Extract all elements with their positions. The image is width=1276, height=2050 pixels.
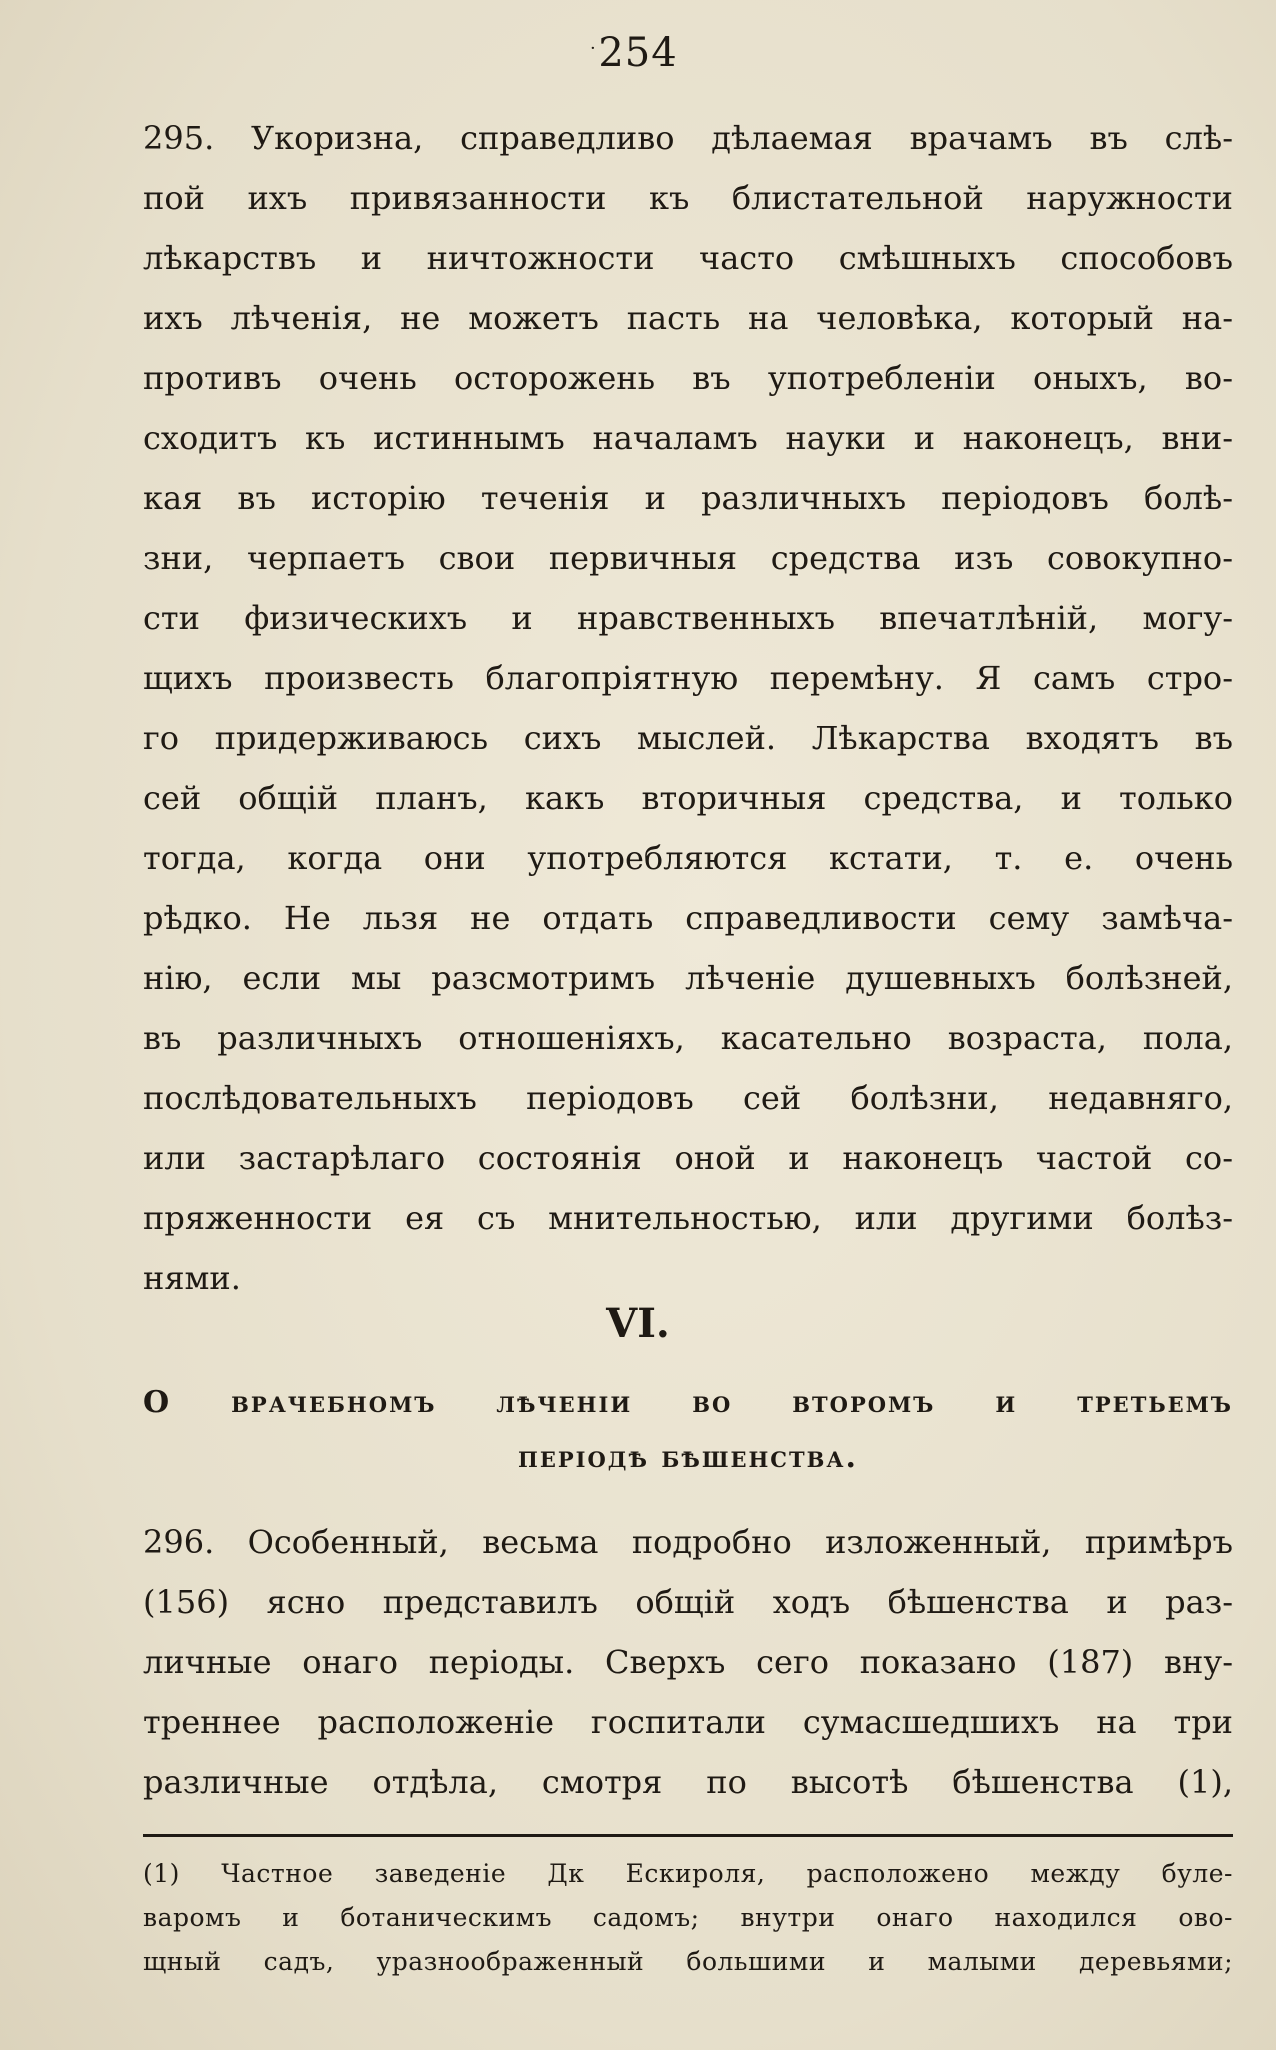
- footnote-line: варомъ и ботаническимъ садомъ; внутри онаго находился ово-: [143, 1903, 1233, 1932]
- text-line: сти физическихъ и нравственныхъ впечатлѣній, могу-: [143, 599, 1233, 637]
- printer-dot: ·: [590, 38, 596, 59]
- footnote-line: (1) Частное заведеніе Дк Ескироля, расположено между буле-: [143, 1859, 1233, 1888]
- text-line: 296. Особенный, весьма подробно изложенный, примѣръ: [143, 1523, 1233, 1561]
- text-line: тогда, когда они употребляются кстати, т. е. очень: [143, 839, 1233, 877]
- section-heading-line-1: О врачебномъ лѣченіи во второмъ и третьемъ: [143, 1385, 1233, 1420]
- section-number: VI.: [606, 1300, 670, 1347]
- text-line: личные онаго періоды. Сверхъ сего показано (187) вну-: [143, 1643, 1233, 1681]
- footnote: [143, 1852, 1233, 1984]
- text-line: противъ очень осторожень въ употребленіи оныхъ, во-: [143, 359, 1233, 397]
- text-line: сей общій планъ, какъ вторичныя средства, и только: [143, 779, 1233, 817]
- text-line: лѣкарствъ и ничтожности часто смѣшныхъ способовъ: [143, 239, 1233, 277]
- footnote-line: щный садъ, уразноображенный большими и малыми деревьями;: [143, 1947, 1233, 1976]
- text-line: нями.: [143, 1259, 241, 1297]
- text-line: сходитъ къ истиннымъ началамъ науки и наконецъ, вни-: [143, 419, 1233, 457]
- section-heading-line-2: періодѣ бѣшенства.: [518, 1440, 858, 1475]
- text-line: кая въ исторію теченія и различныхъ періодовъ болѣ-: [143, 479, 1233, 517]
- text-line: различные отдѣла, смотря по высотѣ бѣшенства (1),: [143, 1763, 1233, 1801]
- paragraph-296: [143, 1512, 1233, 1812]
- paragraph-295: [143, 108, 1233, 1308]
- text-line: 295. Укоризна, справедливо дѣлаемая врачамъ въ слѣ-: [143, 119, 1233, 157]
- text-line: го придерживаюсь сихъ мыслей. Лѣкарства входятъ въ: [143, 719, 1233, 757]
- text-line: рѣдко. Не льзя не отдать справедливости сему замѣча-: [143, 899, 1233, 937]
- text-line: ихъ лѣченія, не можетъ пасть на человѣка, который на-: [143, 299, 1233, 337]
- text-line: треннее расположеніе госпитали сумасшедшихъ на три: [143, 1703, 1233, 1741]
- text-line: или застарѣлаго состоянія оной и наконецъ частой со-: [143, 1139, 1233, 1177]
- text-line: зни, черпаетъ свои первичныя средства изъ совокупно-: [143, 539, 1233, 577]
- page-number: 254: [598, 30, 678, 76]
- text-line: щихъ произвесть благопріятную перемѣну. Я самъ стро-: [143, 659, 1233, 697]
- text-line: послѣдовательныхъ періодовъ сей болѣзни, недавняго,: [143, 1079, 1233, 1117]
- text-line: нію, если мы разсмотримъ лѣченіе душевныхъ болѣзней,: [143, 959, 1233, 997]
- text-line: пряженности ея съ мнительностью, или другими болѣз-: [143, 1199, 1233, 1237]
- footnote-divider: [143, 1834, 1233, 1837]
- text-line: пой ихъ привязанности къ блистательной наружности: [143, 179, 1233, 217]
- text-line: (156) ясно представилъ общій ходъ бѣшенства и раз-: [143, 1583, 1233, 1621]
- text-line: въ различныхъ отношеніяхъ, касательно возраста, пола,: [143, 1019, 1233, 1057]
